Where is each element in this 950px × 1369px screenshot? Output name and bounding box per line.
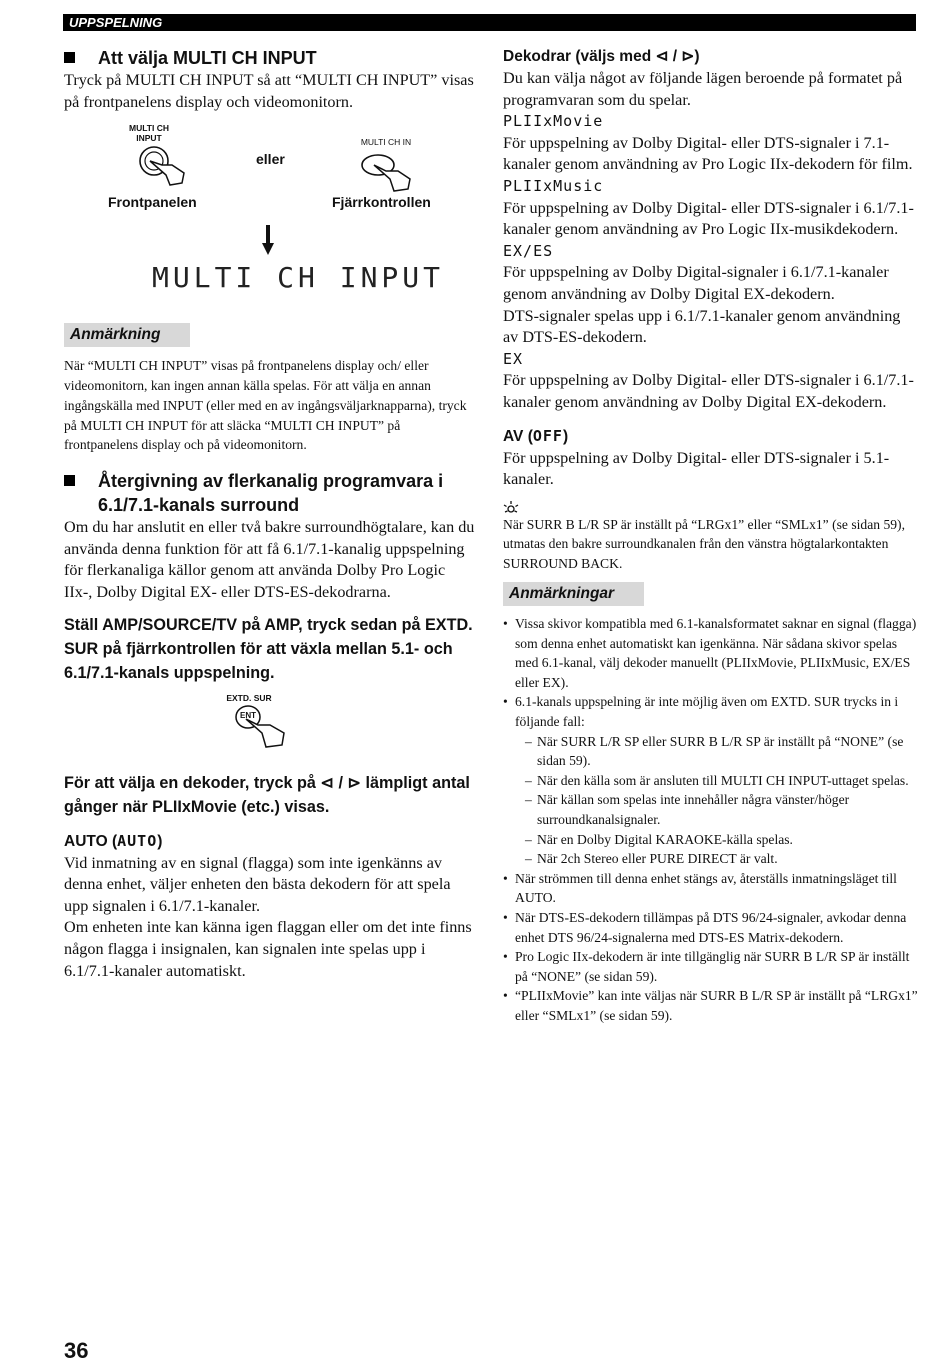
page-number: 36 [64,1338,89,1363]
list-item: • När strömmen till denna enhet stängs av, återställs inmatningsläget till AUTO. [503,870,897,906]
note-label: Anmärkning [64,323,190,347]
sub-list-item: – När källan som spelas inte innehåller några vänster/höger surroundkanalsignaler. [525,792,850,828]
decoder-desc-ex: För uppspelning av Dolby Digital- eller DTS-signaler i 6.1/7.1-kanaler genom användning av Dolby Digital EX-dekodern. [503,371,914,411]
av-heading: AV (OFF) [503,426,569,445]
decoder-mode-pliixmovie: PLIIxMovie [503,112,604,131]
extd-sur-instruction: Ställ AMP/SOURCE/TV på AMP, tryck sedan på EXTD. SUR på fjärrkontrollen för att växla mellan 5.1- och 6.1/7.1-kanals uppspelning. [64,615,473,682]
sub-list-item: – När SURR L/R SP eller SURR B L/R SP är inställt på “NONE” (se sidan 59). [525,733,904,769]
surround-body: Om du har anslutit en eller två bakre surroundhögtalare, kan du använda denna funktion för att få 6.1/7.1-kanalig uppspelning för flerkanaliga källor genom att använda Dolby Pro Logic IIx-, Dolby Digital EX- eller DTS-ES-dekodrarna. [64,518,475,601]
decoder-desc-exes: För uppspelning av Dolby Digital-signaler i 6.1/7.1-kanaler genom användning av Dolby Digital EX-dekodern. [503,263,889,303]
notes-label: Anmärkningar [503,582,644,606]
notes-label-box [503,582,918,606]
list-item: • “PLIIxMovie” kan inte väljas när SURR B L/R SP är inställt på “LRGx1” eller “SMLx1” (se sidan 59). [503,988,918,1023]
decoder-instruction: För att välja en dekoder, tryck på ⊲ / ⊳ lämpligt antal gånger när PLIIxMovie (etc.) visas. [64,773,470,816]
hand-press-remote-button-icon [360,151,416,195]
left-column [64,46,476,982]
remote-caption: Fjärrkontrollen [332,194,431,211]
sub-list [515,732,918,869]
decoder-mode-pliixmusic: PLIIxMusic [503,176,604,195]
front-button-label: MULTI CH INPUT [129,123,169,144]
list-item: • Pro Logic IIx-dekodern är inte tillgänglig när SURR B L/R SP är inställt på “NONE” (se sidan 59). [503,949,910,984]
section-title-multi-ch: Att välja MULTI CH INPUT [64,46,476,70]
auto-paragraph-2: Om enheten inte kan känna igen flaggan eller om det inte finns någon flagga i insignalen, kan signalen inte spelas upp i 6.1/7.1-kanaler automatiskt. [64,918,472,980]
sub-list-item: – När en Dolby Digital KARAOKE-källa spelas. [525,831,793,847]
square-bullet-icon [64,52,75,63]
ent-button-text: ENT [240,710,256,720]
auto-paragraph-1: Vid inmatning av en signal (flagga) som inte igenkänns av denna enhet, väljer enheten den bästa dekodern för att spela upp signalen i 6.1/7.1-kanaler. [64,853,451,915]
arrow-down-icon [262,225,274,255]
decoders-heading: Dekodrar (väljs med ⊲ / ⊳) [503,48,700,65]
hand-press-button-icon [136,145,188,189]
notes-list [503,614,918,1025]
decoder-desc-pliixmusic: För uppspelning av Dolby Digital- eller DTS-signaler i 6.1/7.1-kanaler genom användning av Pro Logic IIx-musikdekodern. [503,198,914,239]
decoder-desc-pliixmovie: För uppspelning av Dolby Digital- eller DTS-signaler i 7.1-kanaler genom användning av Pro Logic IIx-dekodern för film. [503,133,913,174]
decoders-intro: Du kan välja något av följande lägen beroende på formatet på programvaran som du spelar. [503,69,903,109]
extd-sur-label: EXTD. SUR [226,692,272,703]
square-bullet-icon [64,475,75,486]
button-illustration [64,113,476,323]
list-item: • När DTS-ES-dekodern tillämpas på DTS 96/24-signaler, avkodar denna enhet DTS 96/24-signalerna med DTS-ES Matrix-dekodern. [503,909,907,945]
or-label: eller [256,151,285,168]
sub-list-item: – När den källa som är ansluten till MULTI CH INPUT-uttaget spelas. [525,772,909,788]
front-panel-caption: Frontpanelen [108,194,197,211]
av-desc: För uppspelning av Dolby Digital- eller DTS-signaler i 5.1-kanaler. [503,448,890,489]
decoder-mode-exes: EX/ES [503,241,554,260]
extd-sur-illustration [64,685,476,771]
note-text: När “MULTI CH INPUT” visas på frontpanelens display och/ eller videomonitorn, kan ingen annan källa spelas. För att välja en annan ingångskälla med INPUT (eller med en av ingångsväljarknapparna), tryck på MULTI CH INPUT för att släcka “MULTI CH INPUT” på frontpanelens display och på videomonitorn. [64,358,467,453]
sub-list-item: – När 2ch Stereo eller PURE DIRECT är valt. [525,851,778,867]
section-title-surround: Återgivning av flerkanalig programvara i 6.1/7.1-kanals surround [64,469,476,517]
decoder-desc-exes-dts: DTS-signaler spelas upp i 6.1/7.1-kanaler genom användning av DTS-ES-dekodern. [503,306,901,347]
decoder-mode-ex: EX [503,349,524,368]
list-item: • Vissa skivor kompatibla med 6.1-kanalsformatet saknar en signal (flagga) som denna enhet automatiskt kan igenkänna. När sådana skivor spelas med 6.1-kanal, välj dekoder manuellt (PLIIxMovie, PLIIxMusic, EX/ES eller EX). [503,616,917,690]
auto-heading: AUTO (AUTO) [64,831,163,850]
tip-text: När SURR B L/R SP är inställt på “LRGx1” eller “SMLx1” (se sidan 59), utmatas den bakre surroundkanalen från den vänstra högtalarkontakten SURROUND BACK. [503,516,905,572]
section-header-bar: UPPSPELNING [63,14,916,31]
multi-ch-intro: Tryck på MULTI CH INPUT så att “MULTI CH INPUT” visas på frontpanelens display och videomonitorn. [64,71,474,111]
tip-lightbulb-icon [503,501,519,515]
list-item: • 6.1-kanals uppspelning är inte möjlig även om EXTD. SUR trycks in i följande fall: – När SURR L/R SP eller SURR B L/R SP är inställt på “NONE” (se sidan 59). – När den källa som är ansluten till MULTI CH INPUT-uttaget spelas. – När källan som spelas inte innehåller några vänster/höger surroundkanalsignaler. – När en Dolby Digital KARAOKE-källa spelas. – När 2ch Stereo eller PURE DIRECT är valt. [503,692,918,868]
display-readout: MULTI CH INPUT [152,261,445,295]
right-column [503,46,918,1026]
note-label-box [64,323,476,347]
remote-button-label: MULTI CH IN [360,137,412,148]
